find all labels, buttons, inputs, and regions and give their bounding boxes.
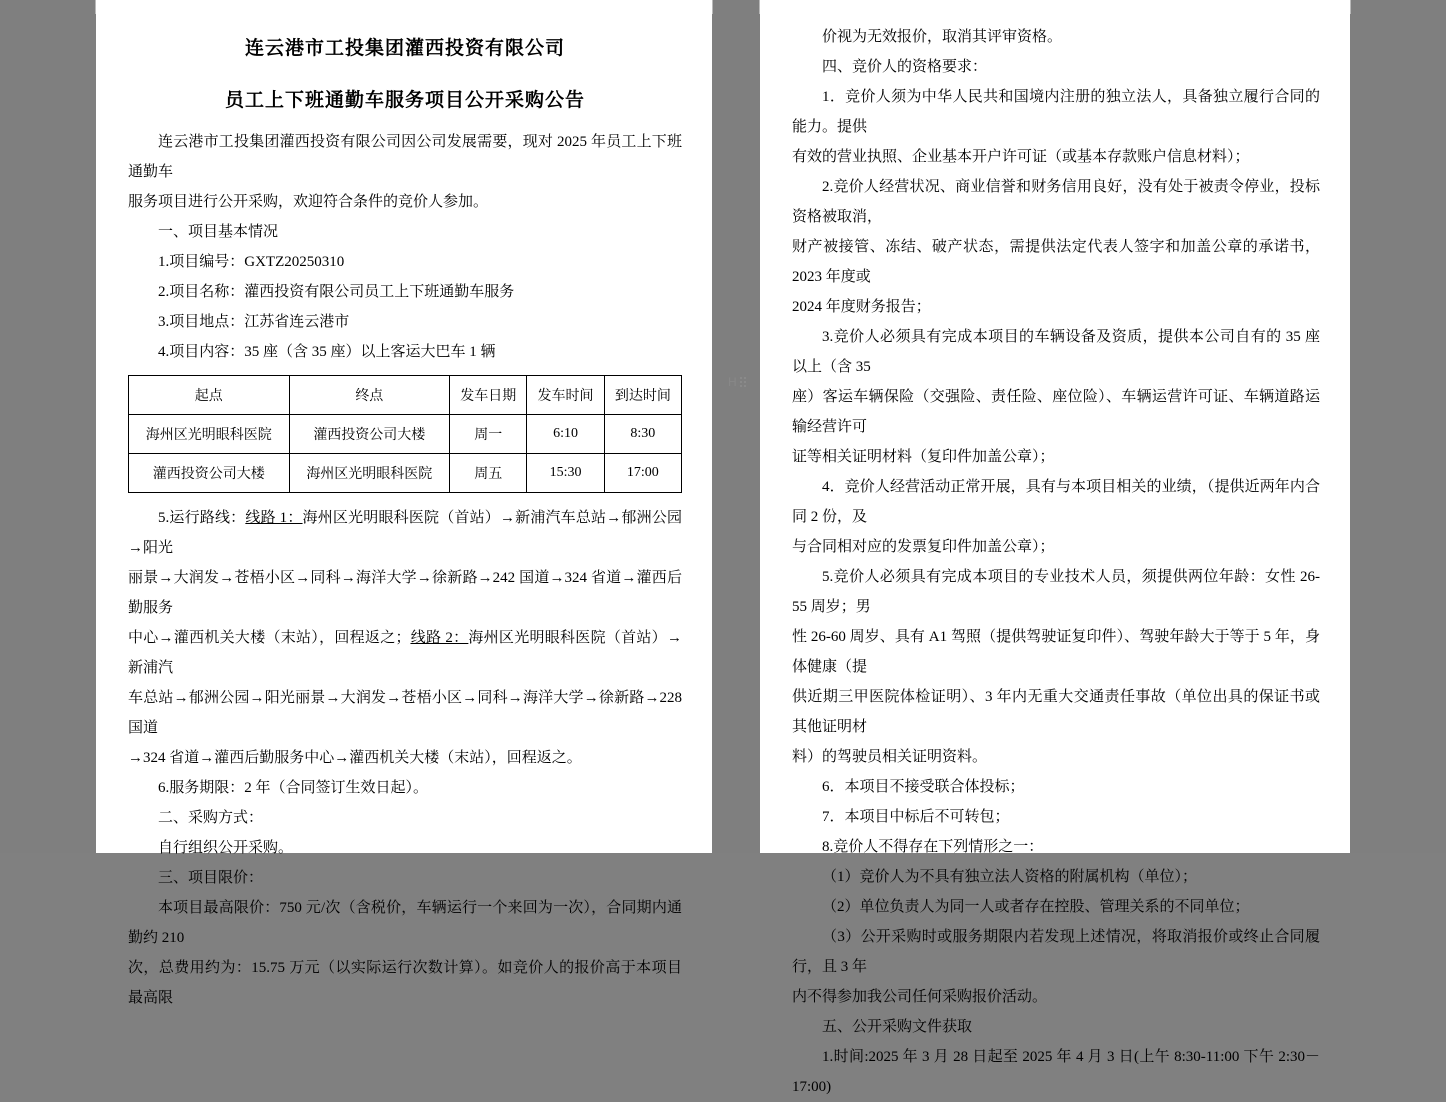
- table-header-cell: 起点: [129, 375, 290, 414]
- right-page-line: 1．竞价人须为中华人民共和国境内注册的独立法人，具备独立履行合同的能力。提供: [792, 89, 1320, 135]
- left-page-content: [96, 0, 712, 1013]
- right-page-line: 料）的驾驶员相关证明资料。: [792, 749, 988, 765]
- table-cell: 灌西投资公司大楼: [129, 453, 290, 492]
- table-cell: 周五: [450, 453, 527, 492]
- margin-drag-handle[interactable]: [728, 372, 754, 392]
- document-page-right: [760, 0, 1350, 1095]
- intro-paragraph-line2: 服务项目进行公开采购，欢迎符合条件的竞价人参加。: [128, 193, 489, 210]
- project-location: 3.项目地点：江苏省连云港市: [158, 313, 350, 330]
- right-page-line: 2.竞价人经营状况、商业信誉和财务信用良好，没有处于被责令停业，投标资格被取消，: [792, 179, 1320, 225]
- service-period: 6.服务期限：2 年（合同签订生效日起）。: [158, 779, 429, 796]
- project-content: 4.项目内容：35 座（含 35 座）以上客运大巴车 1 辆: [158, 343, 496, 360]
- right-page-line: 6．本项目不接受联合体投标；: [822, 779, 1025, 795]
- right-page-line: （2）单位负责人为同一人或者存在控股、管理关系的不同单位；: [822, 899, 1250, 915]
- table-cell: 17:00: [604, 453, 681, 492]
- table-cell: 周一: [450, 414, 527, 453]
- crop-mark-top-left: [759, 0, 774, 14]
- intro-paragraph-line1: 连云港市工投集团灌西投资有限公司因公司发展需要，现对 2025 年员工上下班通勤车: [128, 133, 682, 180]
- route2-line3: →324 省道→灌西后勤服务中心→灌西机关大楼（末站），回程返之。: [128, 749, 582, 766]
- right-page-line: 1.时间:2025 年 3 月 28 日起至 2025 年 4 月 3 日(上午 8:30-11:00 下午 2:30－17:00): [792, 1049, 1320, 1095]
- page-title-line1: 连云港市工投集团灌西投资有限公司: [244, 38, 565, 59]
- table-header-cell: 发车日期: [450, 375, 527, 414]
- section-heading-1: 一、项目基本情况: [158, 223, 279, 240]
- table-cell: 15:30: [527, 453, 604, 492]
- section-heading-2: 二、采购方式：: [158, 809, 264, 826]
- table-cell: 灌西投资公司大楼: [289, 414, 450, 453]
- right-page-line: 财产被接管、冻结、破产状态，需提供法定代表人签字和加盖公章的承诺书，2023 年度或: [792, 239, 1320, 285]
- drag-dots-icon: [740, 377, 746, 387]
- right-page-line: 5.竞价人必须具有完成本项目的专业技术人员，须提供两位年龄：女性 26-55 周岁；男: [792, 569, 1320, 615]
- right-page-content: [760, 0, 1350, 1102]
- right-page-line: 8.竞价人不得存在下列情形之一：: [822, 839, 1044, 855]
- route-paragraph-line1: [128, 503, 682, 563]
- route2-line2: 车总站→郁洲公园→阳光丽景→大润发→苍梧小区→同科→海洋大学→徐新路→228 国道: [128, 689, 682, 736]
- right-page-line: 2024 年度财务报告；: [792, 299, 931, 315]
- section2-text: 自行组织公开采购。: [158, 839, 294, 856]
- right-page-line: （3）公开采购时或服务期限内若发现上述情况，将取消报价或终止合同履行，且 3 年: [792, 929, 1320, 975]
- project-number: 1.项目编号：GXTZ20250310: [158, 253, 345, 270]
- route-schedule-table: [128, 375, 682, 493]
- document-page-left: [96, 0, 712, 1006]
- route2-label: 线路 2：: [410, 629, 469, 646]
- price-limit-line2: 次，总费用约为：15.75 万元（以实际运行次数计算）。如竞价人的报价高于本项目最高限: [128, 959, 682, 1006]
- route1-line3-and-route2: [128, 623, 682, 683]
- right-page-line: 内不得参加我公司任何采购报价活动。: [792, 989, 1048, 1005]
- project-name: 2.项目名称：灌西投资有限公司员工上下班通勤车服务: [158, 283, 515, 300]
- crop-mark-top-right: [698, 0, 713, 14]
- margin-handle-label: H: [728, 375, 737, 389]
- price-limit-line1: 本项目最高限价：750 元/次（含税价，车辆运行一个来回为一次），合同期内通勤约 210: [128, 899, 682, 946]
- table-header-cell: 发车时间: [527, 375, 604, 414]
- right-page-line: 证等相关证明材料（复印件加盖公章）；: [792, 449, 1055, 465]
- table-row: [129, 453, 682, 492]
- right-page-line: 4．竞价人经营活动正常开展，具有与本项目相关的业绩，（提供近两年内合同 2 份，及: [792, 479, 1320, 525]
- crop-mark-top-right: [1336, 0, 1351, 14]
- right-page-line: 座）客运车辆保险（交强险、责任险、座位险）、车辆运营许可证、车辆道路运输经营许可: [792, 389, 1320, 435]
- crop-mark-top-left: [95, 0, 110, 14]
- table-header-row: [129, 375, 682, 414]
- table-cell: 8:30: [604, 414, 681, 453]
- right-page-line: 有效的营业执照、企业基本开户许可证（或基本存款账户信息材料）；: [792, 149, 1250, 165]
- table-header-cell: 终点: [289, 375, 450, 414]
- right-page-line: 7．本项目中标后不可转包；: [822, 809, 1010, 825]
- right-page-line: （1）竞价人为不具有独立法人资格的附属机构（单位）；: [822, 869, 1198, 885]
- table-row: [129, 414, 682, 453]
- table-cell: 海州区光明眼科医院: [289, 453, 450, 492]
- right-page-line: 四、竞价人的资格要求：: [822, 59, 988, 75]
- right-page-line: 3.竞价人必须具有完成本项目的车辆设备及资质，提供本公司自有的 35 座以上（含 35: [792, 329, 1320, 375]
- right-page-line: 价视为无效报价，取消其评审资格。: [822, 29, 1063, 45]
- section-heading-3: 三、项目限价：: [158, 869, 264, 886]
- route1-line2: 丽景→大润发→苍梧小区→同科→海洋大学→徐新路→242 国道→324 省道→灌西后勤服务: [128, 569, 682, 616]
- page-title-line2: 员工上下班通勤车服务项目公开采购公告: [224, 90, 585, 112]
- route2-text: 海州区光明眼科医院（首站）→新浦汽: [128, 629, 682, 676]
- table-cell: 海州区光明眼科医院: [129, 414, 290, 453]
- right-page-line: 性 26-60 周岁、具有 A1 驾照（提供驾驶证复印件）、驾驶年龄大于等于 5 年，身体健康（提: [792, 629, 1320, 675]
- right-page-line: 供近期三甲医院体检证明）、3 年内无重大交通责任事故（单位出具的保证书或其他证明材: [792, 689, 1320, 735]
- route1-line3: 中心→灌西机关大楼（末站），回程返之；: [128, 629, 411, 646]
- table-cell: 6:10: [527, 414, 604, 453]
- table-header-cell: 到达时间: [604, 375, 681, 414]
- route1-label: 线路 1：: [245, 509, 303, 526]
- route-label: 5.运行路线：: [158, 509, 246, 526]
- route1-text: 海州区光明眼科医院（首站）→新浦汽车总站→郁洲公园→阳光: [128, 509, 682, 556]
- right-page-line: 五、公开采购文件获取: [822, 1019, 973, 1035]
- right-page-line: 与合同相对应的发票复印件加盖公章）；: [792, 539, 1055, 555]
